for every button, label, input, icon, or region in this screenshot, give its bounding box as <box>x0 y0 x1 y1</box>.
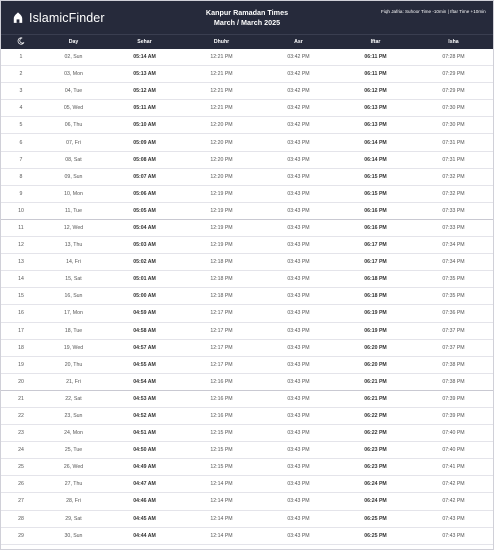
dhuhr-time: 12:18 PM <box>210 259 233 266</box>
asr-time: 03:43 PM <box>287 327 310 334</box>
iftar-time: 06:23 PM <box>364 464 387 471</box>
row-number: 24 <box>18 447 24 454</box>
row-number: 17 <box>18 327 24 334</box>
row-number: 13 <box>18 259 24 266</box>
day-cell: 10, Mon <box>64 190 83 197</box>
day-cell: 30, Sun <box>64 532 83 539</box>
asr-time: 03:43 PM <box>287 464 310 471</box>
asr-time: 03:42 PM <box>287 54 310 61</box>
crescent-moon-icon <box>1 37 41 47</box>
table-row <box>1 254 493 271</box>
asr-time: 03:43 PM <box>287 139 310 146</box>
isha-time: 07:37 PM <box>442 327 465 334</box>
asr-time: 03:43 PM <box>287 276 310 283</box>
iftar-time: 06:15 PM <box>364 173 387 180</box>
day-cell: 16, Sun <box>64 293 83 300</box>
day-cell: 04, Tue <box>64 88 83 95</box>
row-number: 11 <box>18 224 24 231</box>
isha-time: 07:33 PM <box>442 224 465 231</box>
row-number: 26 <box>18 481 24 488</box>
row-number: 16 <box>18 310 24 317</box>
day-cell: 20, Thu <box>64 361 83 368</box>
sehar-time: 04:46 AM <box>133 498 156 505</box>
row-number: 14 <box>18 276 24 283</box>
day-cell: 21, Fri <box>66 378 81 385</box>
row-number: 7 <box>19 156 23 163</box>
asr-time: 03:43 PM <box>287 259 310 266</box>
row-number: 20 <box>18 378 24 385</box>
iftar-time: 06:22 PM <box>364 413 387 420</box>
sehar-time: 04:59 AM <box>133 310 156 317</box>
iftar-time: 06:13 PM <box>364 105 387 112</box>
row-number: 9 <box>19 190 23 197</box>
table-row <box>1 134 493 151</box>
sehar-time: 05:13 AM <box>133 71 156 78</box>
row-number: 6 <box>19 139 23 146</box>
day-cell: 19, Wed <box>63 344 84 351</box>
table-row <box>1 323 493 340</box>
dhuhr-time: 12:20 PM <box>210 156 233 163</box>
isha-time: 07:40 PM <box>442 447 465 454</box>
sehar-time: 05:05 AM <box>133 207 156 214</box>
isha-time: 07:28 PM <box>442 54 465 61</box>
row-number: 1 <box>19 54 23 61</box>
table-row <box>1 442 493 459</box>
sehar-time: 05:04 AM <box>133 224 156 231</box>
day-cell: 07, Fri <box>66 139 81 146</box>
sehar-time: 04:54 AM <box>133 378 156 385</box>
iftar-time: 06:19 PM <box>364 327 387 334</box>
iftar-time: 06:25 PM <box>364 532 387 539</box>
asr-time: 03:43 PM <box>287 481 310 488</box>
dhuhr-time: 12:19 PM <box>210 224 233 231</box>
row-number: 19 <box>18 361 24 368</box>
dhuhr-time: 12:20 PM <box>210 122 233 129</box>
dhuhr-time: 12:18 PM <box>210 293 233 300</box>
row-number: 3 <box>19 88 23 95</box>
asr-time: 03:43 PM <box>287 515 310 522</box>
dhuhr-time: 12:21 PM <box>210 71 233 78</box>
row-number: 5 <box>19 122 23 129</box>
iftar-time: 06:11 PM <box>364 71 387 78</box>
isha-time: 07:34 PM <box>442 242 465 249</box>
table-row <box>1 271 493 288</box>
row-number: 8 <box>19 173 23 180</box>
asr-time: 03:42 PM <box>287 122 310 129</box>
row-number: 28 <box>18 515 24 522</box>
table-row <box>1 374 493 391</box>
asr-time: 03:43 PM <box>287 498 310 505</box>
table-row <box>1 186 493 203</box>
dhuhr-time: 12:21 PM <box>210 88 233 95</box>
asr-time: 03:43 PM <box>287 344 310 351</box>
iftar-time: 06:20 PM <box>364 344 387 351</box>
iftar-time: 06:22 PM <box>364 430 387 437</box>
isha-time: 07:36 PM <box>442 310 465 317</box>
iftar-time: 06:24 PM <box>364 481 387 488</box>
dhuhr-time: 12:17 PM <box>210 344 233 351</box>
asr-time: 03:43 PM <box>287 224 310 231</box>
iftar-time: 06:18 PM <box>364 276 387 283</box>
table-row <box>1 357 493 374</box>
asr-time: 03:43 PM <box>287 156 310 163</box>
day-cell: 02, Sun <box>64 54 83 61</box>
row-number: 23 <box>18 430 24 437</box>
isha-time: 07:40 PM <box>442 430 465 437</box>
dhuhr-time: 12:19 PM <box>210 190 233 197</box>
day-cell: 27, Thu <box>64 481 83 488</box>
title-month: March / March 2025 <box>213 17 281 27</box>
asr-time: 03:43 PM <box>287 395 310 402</box>
sehar-time: 04:58 AM <box>133 327 156 334</box>
day-cell: 09, Sun <box>64 173 83 180</box>
isha-time: 07:32 PM <box>442 190 465 197</box>
fiqh-note: Fiqh Jafria: Suhoor Time -10min | Iftar Time +10min <box>381 9 486 14</box>
iftar-time: 06:19 PM <box>364 310 387 317</box>
sehar-time: 04:47 AM <box>133 481 156 488</box>
title-city: Kanpur Ramadan Times <box>205 7 289 17</box>
column-header-day: Day <box>68 39 79 45</box>
isha-time: 07:42 PM <box>442 498 465 505</box>
dhuhr-time: 12:15 PM <box>210 430 233 437</box>
isha-time: 07:31 PM <box>442 156 465 163</box>
sehar-time: 05:09 AM <box>133 139 156 146</box>
day-cell: 06, Thu <box>64 122 83 129</box>
iftar-time: 06:21 PM <box>364 378 387 385</box>
table-header <box>1 34 493 49</box>
table-row <box>1 117 493 134</box>
column-header-dhuhr: Dhuhr <box>213 39 230 45</box>
table-row <box>1 408 493 425</box>
isha-time: 07:30 PM <box>442 105 465 112</box>
dhuhr-time: 12:14 PM <box>210 498 233 505</box>
sehar-time: 05:02 AM <box>133 259 156 266</box>
iftar-time: 06:13 PM <box>364 122 387 129</box>
asr-time: 03:43 PM <box>287 293 310 300</box>
table-row <box>1 100 493 117</box>
dhuhr-time: 12:21 PM <box>210 54 233 61</box>
sehar-time: 05:07 AM <box>133 173 156 180</box>
day-cell: 24, Mon <box>64 430 83 437</box>
asr-time: 03:42 PM <box>287 105 310 112</box>
dhuhr-time: 12:15 PM <box>210 447 233 454</box>
isha-time: 07:35 PM <box>442 293 465 300</box>
asr-time: 03:43 PM <box>287 242 310 249</box>
sehar-time: 05:12 AM <box>133 88 156 95</box>
iftar-time: 06:24 PM <box>364 498 387 505</box>
column-header-asr: Asr <box>294 39 303 45</box>
iftar-time: 06:16 PM <box>364 224 387 231</box>
sehar-time: 04:55 AM <box>133 361 156 368</box>
sehar-time: 04:57 AM <box>133 344 156 351</box>
isha-time: 07:39 PM <box>442 413 465 420</box>
table-body <box>1 49 493 545</box>
dhuhr-time: 12:20 PM <box>210 173 233 180</box>
dhuhr-time: 12:19 PM <box>210 242 233 249</box>
day-cell: 12, Wed <box>63 224 84 231</box>
isha-time: 07:38 PM <box>442 378 465 385</box>
iftar-time: 06:25 PM <box>364 515 387 522</box>
row-number: 4 <box>19 105 23 112</box>
day-cell: 22, Sat <box>65 395 82 402</box>
day-cell: 11, Tue <box>65 207 82 214</box>
column-header-isha: Isha <box>448 39 459 45</box>
asr-time: 03:43 PM <box>287 173 310 180</box>
isha-time: 07:34 PM <box>442 259 465 266</box>
table-row <box>1 152 493 169</box>
isha-time: 07:33 PM <box>442 207 465 214</box>
asr-time: 03:43 PM <box>287 190 310 197</box>
dhuhr-time: 12:16 PM <box>210 378 233 385</box>
isha-time: 07:41 PM <box>442 464 465 471</box>
table-row <box>1 49 493 66</box>
iftar-time: 06:20 PM <box>364 361 387 368</box>
dhuhr-time: 12:16 PM <box>210 395 233 402</box>
iftar-time: 06:11 PM <box>364 54 387 61</box>
isha-time: 07:29 PM <box>442 71 465 78</box>
table-row <box>1 288 493 305</box>
day-cell: 03, Mon <box>64 71 83 78</box>
row-number: 22 <box>18 413 24 420</box>
iftar-time: 06:23 PM <box>364 447 387 454</box>
table-row <box>1 425 493 442</box>
table-row <box>1 203 493 220</box>
day-cell: 28, Fri <box>66 498 81 505</box>
row-number: 21 <box>18 395 24 402</box>
iftar-time: 06:15 PM <box>364 190 387 197</box>
asr-time: 03:42 PM <box>287 71 310 78</box>
table-row <box>1 528 493 545</box>
header-bar <box>1 1 493 34</box>
day-cell: 17, Mon <box>64 310 83 317</box>
asr-time: 03:43 PM <box>287 378 310 385</box>
day-cell: 26, Wed <box>63 464 84 471</box>
isha-time: 07:35 PM <box>442 276 465 283</box>
dhuhr-time: 12:14 PM <box>210 532 233 539</box>
isha-time: 07:43 PM <box>442 532 465 539</box>
dhuhr-time: 12:20 PM <box>210 139 233 146</box>
isha-time: 07:31 PM <box>442 139 465 146</box>
logo-text: IslamicFinder <box>29 10 105 25</box>
dhuhr-time: 12:17 PM <box>210 361 233 368</box>
asr-time: 03:42 PM <box>287 88 310 95</box>
isha-time: 07:38 PM <box>442 361 465 368</box>
day-cell: 14, Fri <box>66 259 81 266</box>
iftar-time: 06:14 PM <box>364 139 387 146</box>
iftar-time: 06:18 PM <box>364 293 387 300</box>
sehar-time: 05:00 AM <box>133 293 156 300</box>
day-cell: 18, Tue <box>64 327 83 334</box>
day-cell: 29, Sat <box>65 515 82 522</box>
sehar-time: 04:50 AM <box>133 447 156 454</box>
table-row <box>1 169 493 186</box>
table-row <box>1 459 493 476</box>
row-number: 25 <box>18 464 24 471</box>
table-row <box>1 476 493 493</box>
row-number: 12 <box>18 242 24 249</box>
dhuhr-time: 12:15 PM <box>210 464 233 471</box>
sehar-time: 05:03 AM <box>133 242 156 249</box>
mosque-icon <box>11 11 25 25</box>
day-cell: 23, Sun <box>64 413 83 420</box>
dhuhr-time: 12:14 PM <box>210 481 233 488</box>
sehar-time: 04:52 AM <box>133 413 156 420</box>
isha-time: 07:37 PM <box>442 344 465 351</box>
day-cell: 25, Tue <box>64 447 83 454</box>
isha-time: 07:29 PM <box>442 88 465 95</box>
day-cell: 13, Thu <box>64 242 83 249</box>
iftar-time: 06:17 PM <box>364 242 387 249</box>
dhuhr-time: 12:18 PM <box>210 276 233 283</box>
sehar-time: 05:10 AM <box>133 122 156 129</box>
table-row <box>1 237 493 254</box>
table-row <box>1 220 493 237</box>
table-row <box>1 493 493 510</box>
logo[interactable] <box>1 11 151 25</box>
sehar-time: 04:51 AM <box>133 430 156 437</box>
asr-time: 03:43 PM <box>287 430 310 437</box>
isha-time: 07:30 PM <box>442 122 465 129</box>
table-row <box>1 305 493 322</box>
column-header-iftar: Iftar <box>370 39 381 45</box>
dhuhr-time: 12:14 PM <box>210 515 233 522</box>
table-row <box>1 66 493 83</box>
column-header-sehar: Sehar <box>137 39 152 45</box>
table-row <box>1 340 493 357</box>
asr-time: 03:43 PM <box>287 361 310 368</box>
dhuhr-time: 12:21 PM <box>210 105 233 112</box>
day-cell: 05, Wed <box>63 105 84 112</box>
dhuhr-time: 12:16 PM <box>210 413 233 420</box>
isha-time: 07:43 PM <box>442 515 465 522</box>
iftar-time: 06:16 PM <box>364 207 387 214</box>
isha-time: 07:39 PM <box>442 395 465 402</box>
day-cell: 15, Sat <box>65 276 82 283</box>
dhuhr-time: 12:17 PM <box>210 327 233 334</box>
dhuhr-time: 12:17 PM <box>210 310 233 317</box>
row-number: 29 <box>18 532 24 539</box>
row-number: 18 <box>18 344 24 351</box>
row-number: 10 <box>18 207 24 214</box>
row-number: 27 <box>18 498 24 505</box>
dhuhr-time: 12:19 PM <box>210 207 233 214</box>
sehar-time: 05:01 AM <box>133 276 156 283</box>
table-row <box>1 83 493 100</box>
table-row <box>1 391 493 408</box>
isha-time: 07:32 PM <box>442 173 465 180</box>
asr-time: 03:43 PM <box>287 447 310 454</box>
asr-time: 03:43 PM <box>287 207 310 214</box>
sehar-time: 04:45 AM <box>133 515 156 522</box>
iftar-time: 06:17 PM <box>364 259 387 266</box>
row-number: 15 <box>18 293 24 300</box>
iftar-time: 06:21 PM <box>364 395 387 402</box>
table-row <box>1 511 493 528</box>
asr-time: 03:43 PM <box>287 413 310 420</box>
sehar-time: 05:14 AM <box>133 54 156 61</box>
sehar-time: 05:11 AM <box>133 105 156 112</box>
isha-time: 07:42 PM <box>442 481 465 488</box>
sehar-time: 04:44 AM <box>133 532 156 539</box>
asr-time: 03:43 PM <box>287 310 310 317</box>
row-number: 2 <box>19 71 23 78</box>
iftar-time: 06:14 PM <box>364 156 387 163</box>
day-cell: 08, Sat <box>65 156 82 163</box>
sehar-time: 05:06 AM <box>133 190 156 197</box>
iftar-time: 06:12 PM <box>364 88 387 95</box>
sehar-time: 04:49 AM <box>133 464 156 471</box>
asr-time: 03:43 PM <box>287 532 310 539</box>
sehar-time: 05:08 AM <box>133 156 156 163</box>
sehar-time: 04:53 AM <box>133 395 156 402</box>
